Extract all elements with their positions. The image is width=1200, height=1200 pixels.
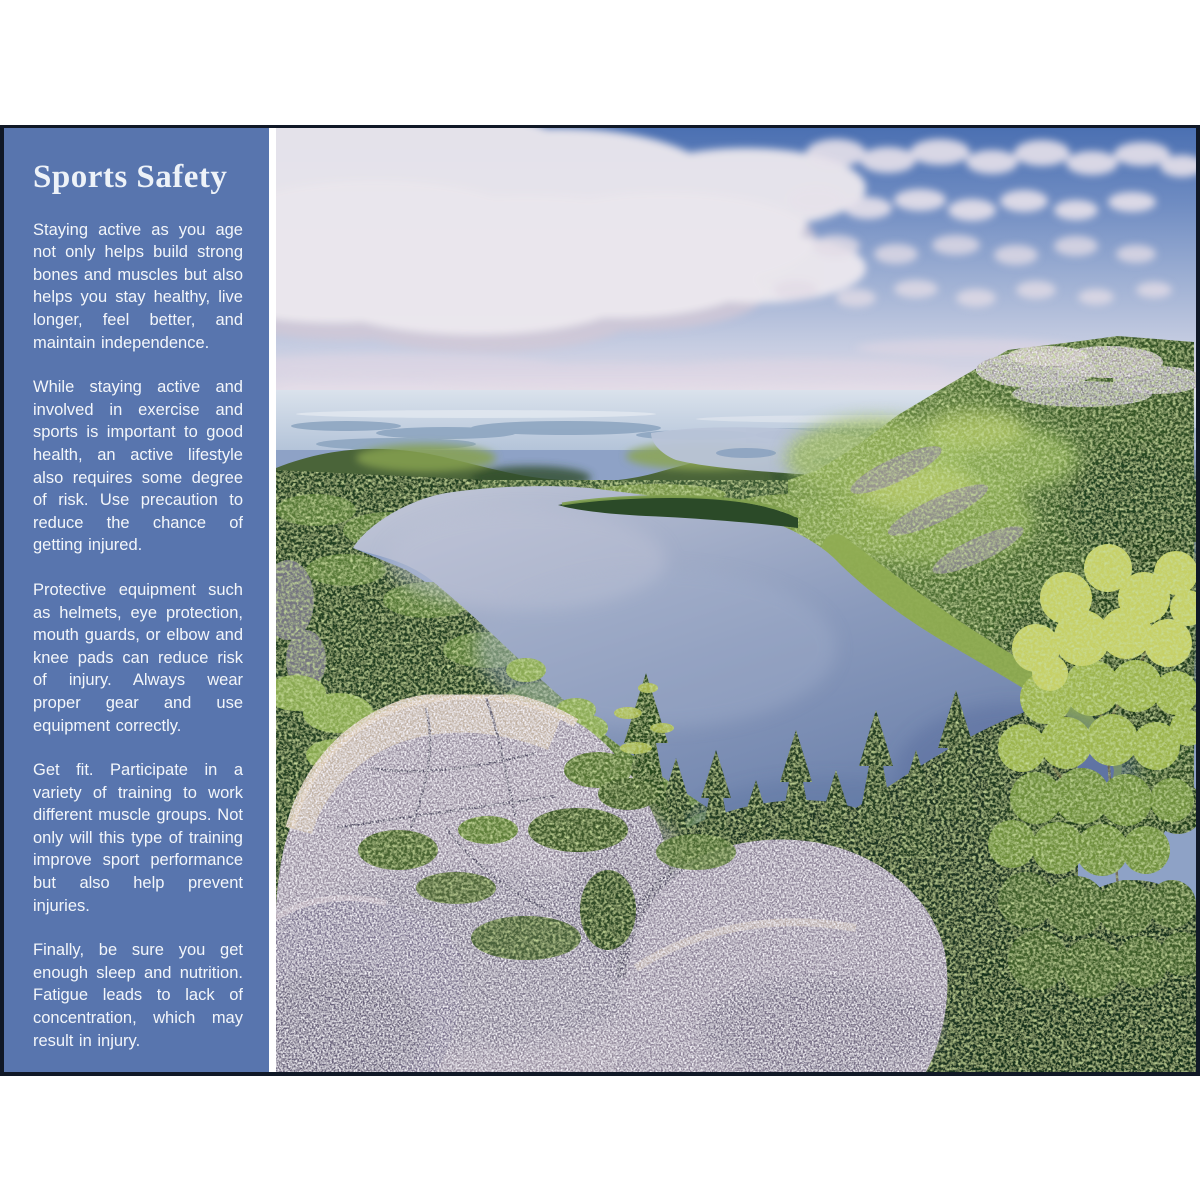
panel-paragraph: Get fit. Participate in a variety of training to work different muscle groups. Not only will this type of training improve sport performance but also help prevent injuries. xyxy=(33,761,243,915)
panel-paragraph: While staying active and involved in exercise and sports is important to good health, an active lifestyle also requires some degree of risk. Use precaution to reduce the chance of getting injured. xyxy=(33,378,243,555)
panel-paragraph: Staying active as you age not only helps build strong bones and muscles but also helps you stay healthy, live longer, feel better, and maintain independence. xyxy=(33,220,243,352)
landscape-photo xyxy=(276,128,1196,1072)
landscape-scene xyxy=(276,128,1196,1072)
panel-title: Sports Safety xyxy=(33,159,228,195)
page-frame xyxy=(0,125,1200,1076)
panel-photo-divider xyxy=(269,128,276,1072)
info-panel xyxy=(4,128,269,1072)
panel-paragraph: Finally, be sure you get enough sleep and nutrition. Fatigue leads to lack of concentration, which may result in injury. xyxy=(33,941,243,1050)
panel-paragraph: Protective equipment such as helmets, eye protection, mouth guards, or elbow and knee pads can reduce risk of injury. Always wear proper gear and use equipment correctly. xyxy=(33,580,243,735)
